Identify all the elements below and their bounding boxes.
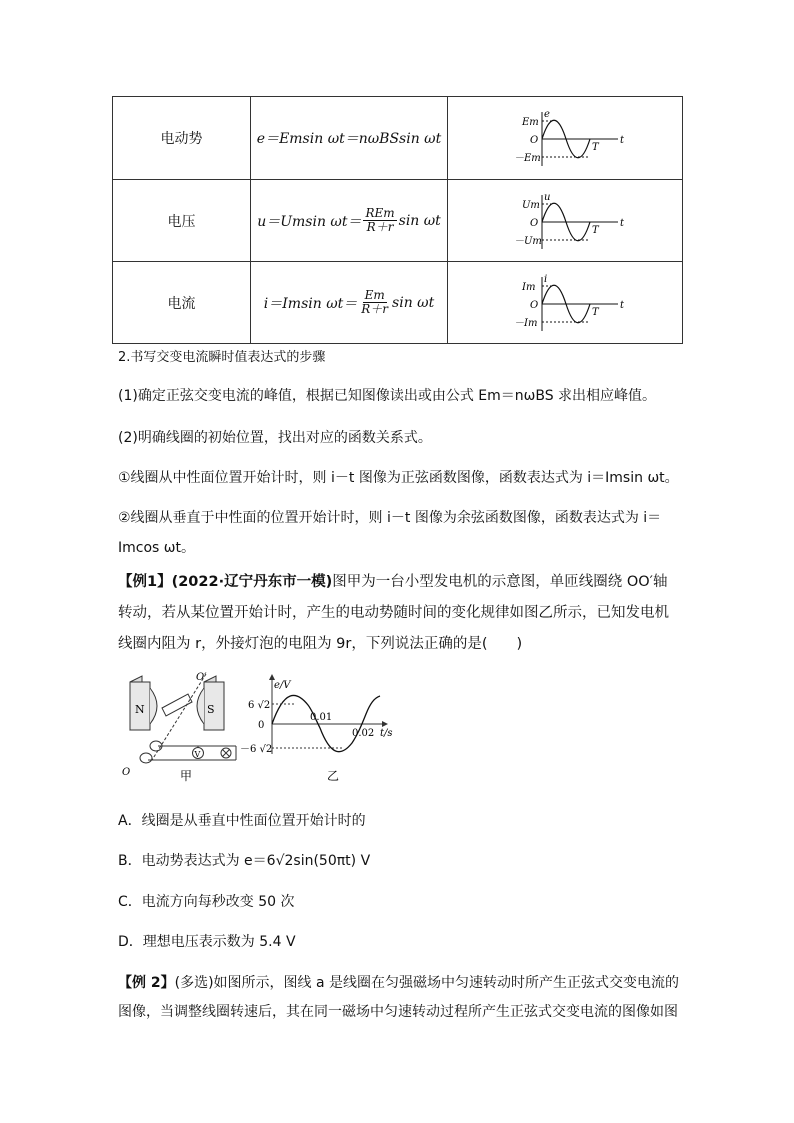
row-formula xyxy=(251,262,448,343)
y-min-label: －6 √2 xyxy=(240,744,273,755)
option-a: A．线圈是从垂直中性面位置开始计时的 xyxy=(118,813,366,829)
peak-label: Im xyxy=(522,281,536,293)
example-source: (2022·辽宁丹东市一模) xyxy=(171,574,333,590)
fraction-numerator: REm xyxy=(365,206,395,220)
current-graph xyxy=(500,273,630,333)
row-formula: e＝Emsin ωt＝nωBSsin ωt xyxy=(251,97,448,179)
example-tag: 【例1】 xyxy=(118,574,172,590)
time-label: t xyxy=(620,135,625,146)
section-heading: 2.书写交变电流瞬时值表达式的步骤 xyxy=(118,350,326,365)
formula-left: u＝Umsin ωt＝ xyxy=(257,213,362,230)
table-row xyxy=(113,180,682,262)
north-pole-label: N xyxy=(135,703,145,716)
origin-label: O xyxy=(530,135,539,146)
figure-caption-jia: 甲 xyxy=(180,769,193,783)
formula-table xyxy=(112,96,683,344)
peak-label: Em xyxy=(522,117,539,128)
origin-label: O xyxy=(530,217,539,229)
sine-graph xyxy=(448,180,682,261)
fraction-denominator: R＋r xyxy=(366,220,394,234)
axis-label: e xyxy=(544,109,550,120)
fraction xyxy=(363,207,396,234)
option-c: C．电流方向每秒改变 50 次 xyxy=(118,894,295,910)
emf-graph xyxy=(500,108,630,168)
y-zero-label: 0 xyxy=(258,720,265,731)
origin-label: O xyxy=(530,299,539,311)
option-d: D．理想电压表示数为 5.4 V xyxy=(118,934,296,950)
neg-peak-label: －Um xyxy=(514,235,542,247)
period-label: T xyxy=(592,224,599,236)
axis-label: i xyxy=(544,273,548,285)
table-row xyxy=(113,262,682,343)
voltage-graph xyxy=(500,191,630,251)
example-body: 图甲为一台小型发电机的示意图，单匝线圈绕 OO′轴转动，若从某位置开始计时，产生的电动势随时间的变化规律如图乙所示，已知发电机线圈内阻为 r，外接灯泡的电阻为 9r，下列说法正确的是( ) xyxy=(118,574,669,652)
example-2-line1 xyxy=(118,972,679,992)
time-label: t xyxy=(620,299,625,311)
example-1-stem xyxy=(118,567,678,660)
peak-label: Um xyxy=(522,199,540,211)
south-pole-label: S xyxy=(207,703,215,716)
sine-graph xyxy=(448,262,682,343)
axis-bottom-label: O xyxy=(122,767,131,778)
figure-caption-yi: 乙 xyxy=(327,769,340,783)
step-1: (1)确定正弦交变电流的峰值，根据已知图像读出或由公式 Em＝nωBS 求出相应峰值。 xyxy=(118,388,657,404)
table-row xyxy=(113,97,682,180)
option-b: B．电动势表达式为 e＝6√2sin(50πt) V xyxy=(118,853,371,869)
x-axis-label: t/s xyxy=(380,728,393,739)
emf-time-graph xyxy=(240,668,407,783)
neg-peak-label: －Em xyxy=(514,153,541,164)
case-2-line2: Imcos ωt。 xyxy=(118,540,195,556)
fraction-denominator: R＋r xyxy=(361,302,389,316)
row-name: 电动势 xyxy=(113,97,251,179)
fraction-numerator: Em xyxy=(364,288,385,302)
formula-right: sin ωt xyxy=(398,212,441,229)
example-body: (多选)如图所示，图线 a 是线圈在匀强磁场中匀速转动时所产生正弦式交变电流的 xyxy=(174,975,680,991)
formula-left: i＝Imsin ωt＝ xyxy=(263,295,358,312)
example-tag: 【例 2】 xyxy=(118,975,175,991)
row-formula xyxy=(251,180,448,261)
axis-top-label: O′ xyxy=(196,672,207,683)
case-2-line1: ②线圈从垂直于中性面的位置开始计时，则 i－t 图像为余弦函数图像，函数表达式为 i＝ xyxy=(118,510,662,526)
formula-right: sin ωt xyxy=(392,294,435,311)
row-name: 电压 xyxy=(113,180,251,261)
neg-peak-label: －Im xyxy=(514,317,538,329)
period-label: T xyxy=(592,306,599,318)
time-label: t xyxy=(620,217,625,229)
tick-0-02: 0.02 xyxy=(352,728,375,739)
tick-0-01: 0.01 xyxy=(310,712,333,723)
sine-graph xyxy=(448,97,682,179)
period-label: T xyxy=(592,142,599,153)
generator-diagram xyxy=(118,668,243,783)
step-2: (2)明确线圈的初始位置，找出对应的函数关系式。 xyxy=(118,430,432,446)
y-axis-label: e/V xyxy=(274,680,291,691)
voltmeter-label: V xyxy=(194,750,201,759)
row-name: 电流 xyxy=(113,262,251,343)
axis-label: u xyxy=(544,191,551,203)
y-max-label: 6 √2 xyxy=(248,700,271,711)
fraction xyxy=(359,289,390,316)
example-2-line2: 图像，当调整线圈转速后，其在同一磁场中匀速转动过程所产生正弦式交变电流的图像如图 xyxy=(118,1004,678,1020)
case-1: ①线圈从中性面位置开始计时，则 i－t 图像为正弦函数图像，函数表达式为 i＝Imsin ωt。 xyxy=(118,470,679,486)
